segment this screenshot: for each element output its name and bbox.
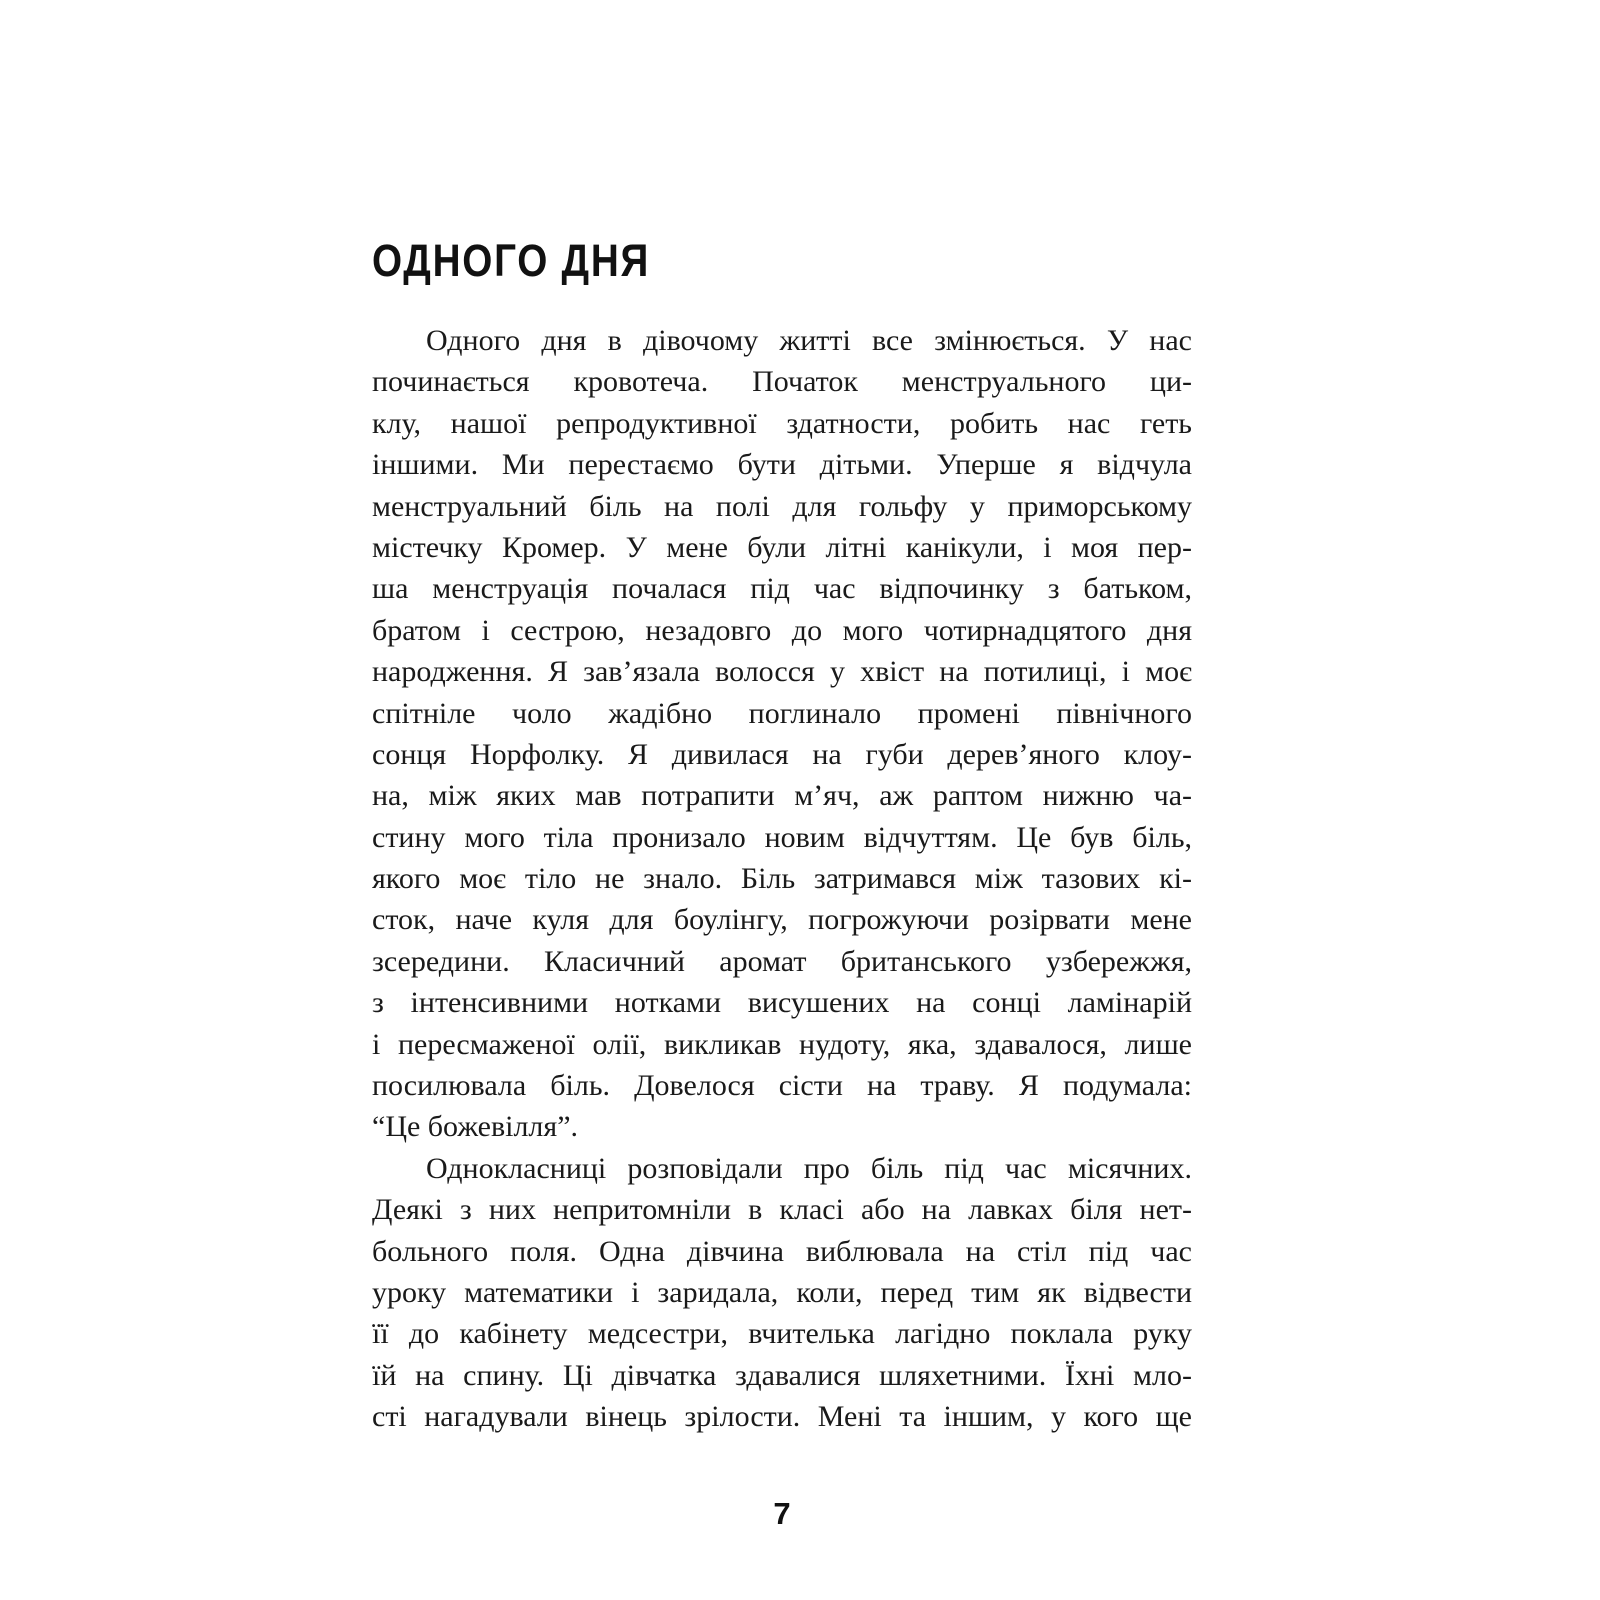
text-line: менструальний біль на полі для гольфу у приморському: [372, 489, 1192, 523]
text-line: на, між яких мав потрапити м’яч, аж раптом нижню ча-: [372, 779, 1192, 813]
text-line: спітніле чоло жадібно поглинало промені північного: [372, 696, 1192, 730]
text-line: Однокласниці розповідали про біль під час місячних.: [426, 1151, 1192, 1185]
text-line: починається кровотеча. Початок менструального ци-: [372, 365, 1192, 399]
text-line: її до кабінету медсестри, вчителька лагідно поклала руку: [372, 1317, 1192, 1351]
text-line: сонця Норфолку. Я дивилася на губи дерев’яного клоу-: [372, 737, 1192, 771]
chapter-title: ОДНОГО ДНЯ: [372, 235, 651, 286]
text-block: [372, 320, 1192, 1438]
text-line: братом і сестрою, незадовго до мого чотирнадцятого дня: [372, 613, 1192, 647]
text-line: іншими. Ми перестаємо бути дітьми. Уперше я відчула: [372, 448, 1192, 482]
text-line: сті нагадували вінець зрілости. Мені та іншим, у кого ще: [372, 1400, 1192, 1434]
text-line: народження. Я зав’язала волосся у хвіст на потилиці, і моє: [372, 655, 1192, 689]
text-line: Одного дня в дівочому житті все змінюється. У нас: [426, 324, 1192, 357]
text-line: їй на спину. Ці дівчатка здавалися шляхетними. Їхні мло-: [372, 1358, 1192, 1392]
text-line: уроку математики і заридала, коли, перед тим як відвести: [372, 1275, 1192, 1309]
text-line: якого моє тіло не знало. Біль затримався між тазових кі-: [372, 862, 1192, 896]
text-line: больного поля. Одна дівчина виблювала на стіл під час: [372, 1234, 1192, 1268]
text-line: містечку Кромер. У мене були літні канікули, і моя пер-: [372, 530, 1192, 564]
text-line: клу, нашої репродуктивної здатности, робить нас геть: [372, 406, 1192, 440]
text-line: Деякі з них непритомніли в класі або на лавках біля нет-: [372, 1193, 1192, 1227]
text-line: з інтенсивними нотками висушених на сонці ламінарій: [372, 986, 1192, 1020]
text-line: стину мого тіла пронизало новим відчуттям. Це був біль,: [372, 820, 1192, 854]
text-line: сток, наче куля для боулінгу, погрожуючи розірвати мене: [372, 903, 1192, 937]
text-line: посилювала біль. Довелося сісти на траву. Я подумала:: [372, 1069, 1192, 1103]
text-line: і пересмаженої олії, викликав нудоту, яка, здавалося, лише: [372, 1027, 1192, 1061]
text-line: “Це божевілля”.: [372, 1110, 579, 1144]
text-line: зсередини. Класичний аромат британського узбережжя,: [372, 944, 1192, 978]
page-number: 7: [773, 1496, 791, 1531]
text-line: ша менструація почалася під час відпочинку з батьком,: [372, 572, 1192, 606]
